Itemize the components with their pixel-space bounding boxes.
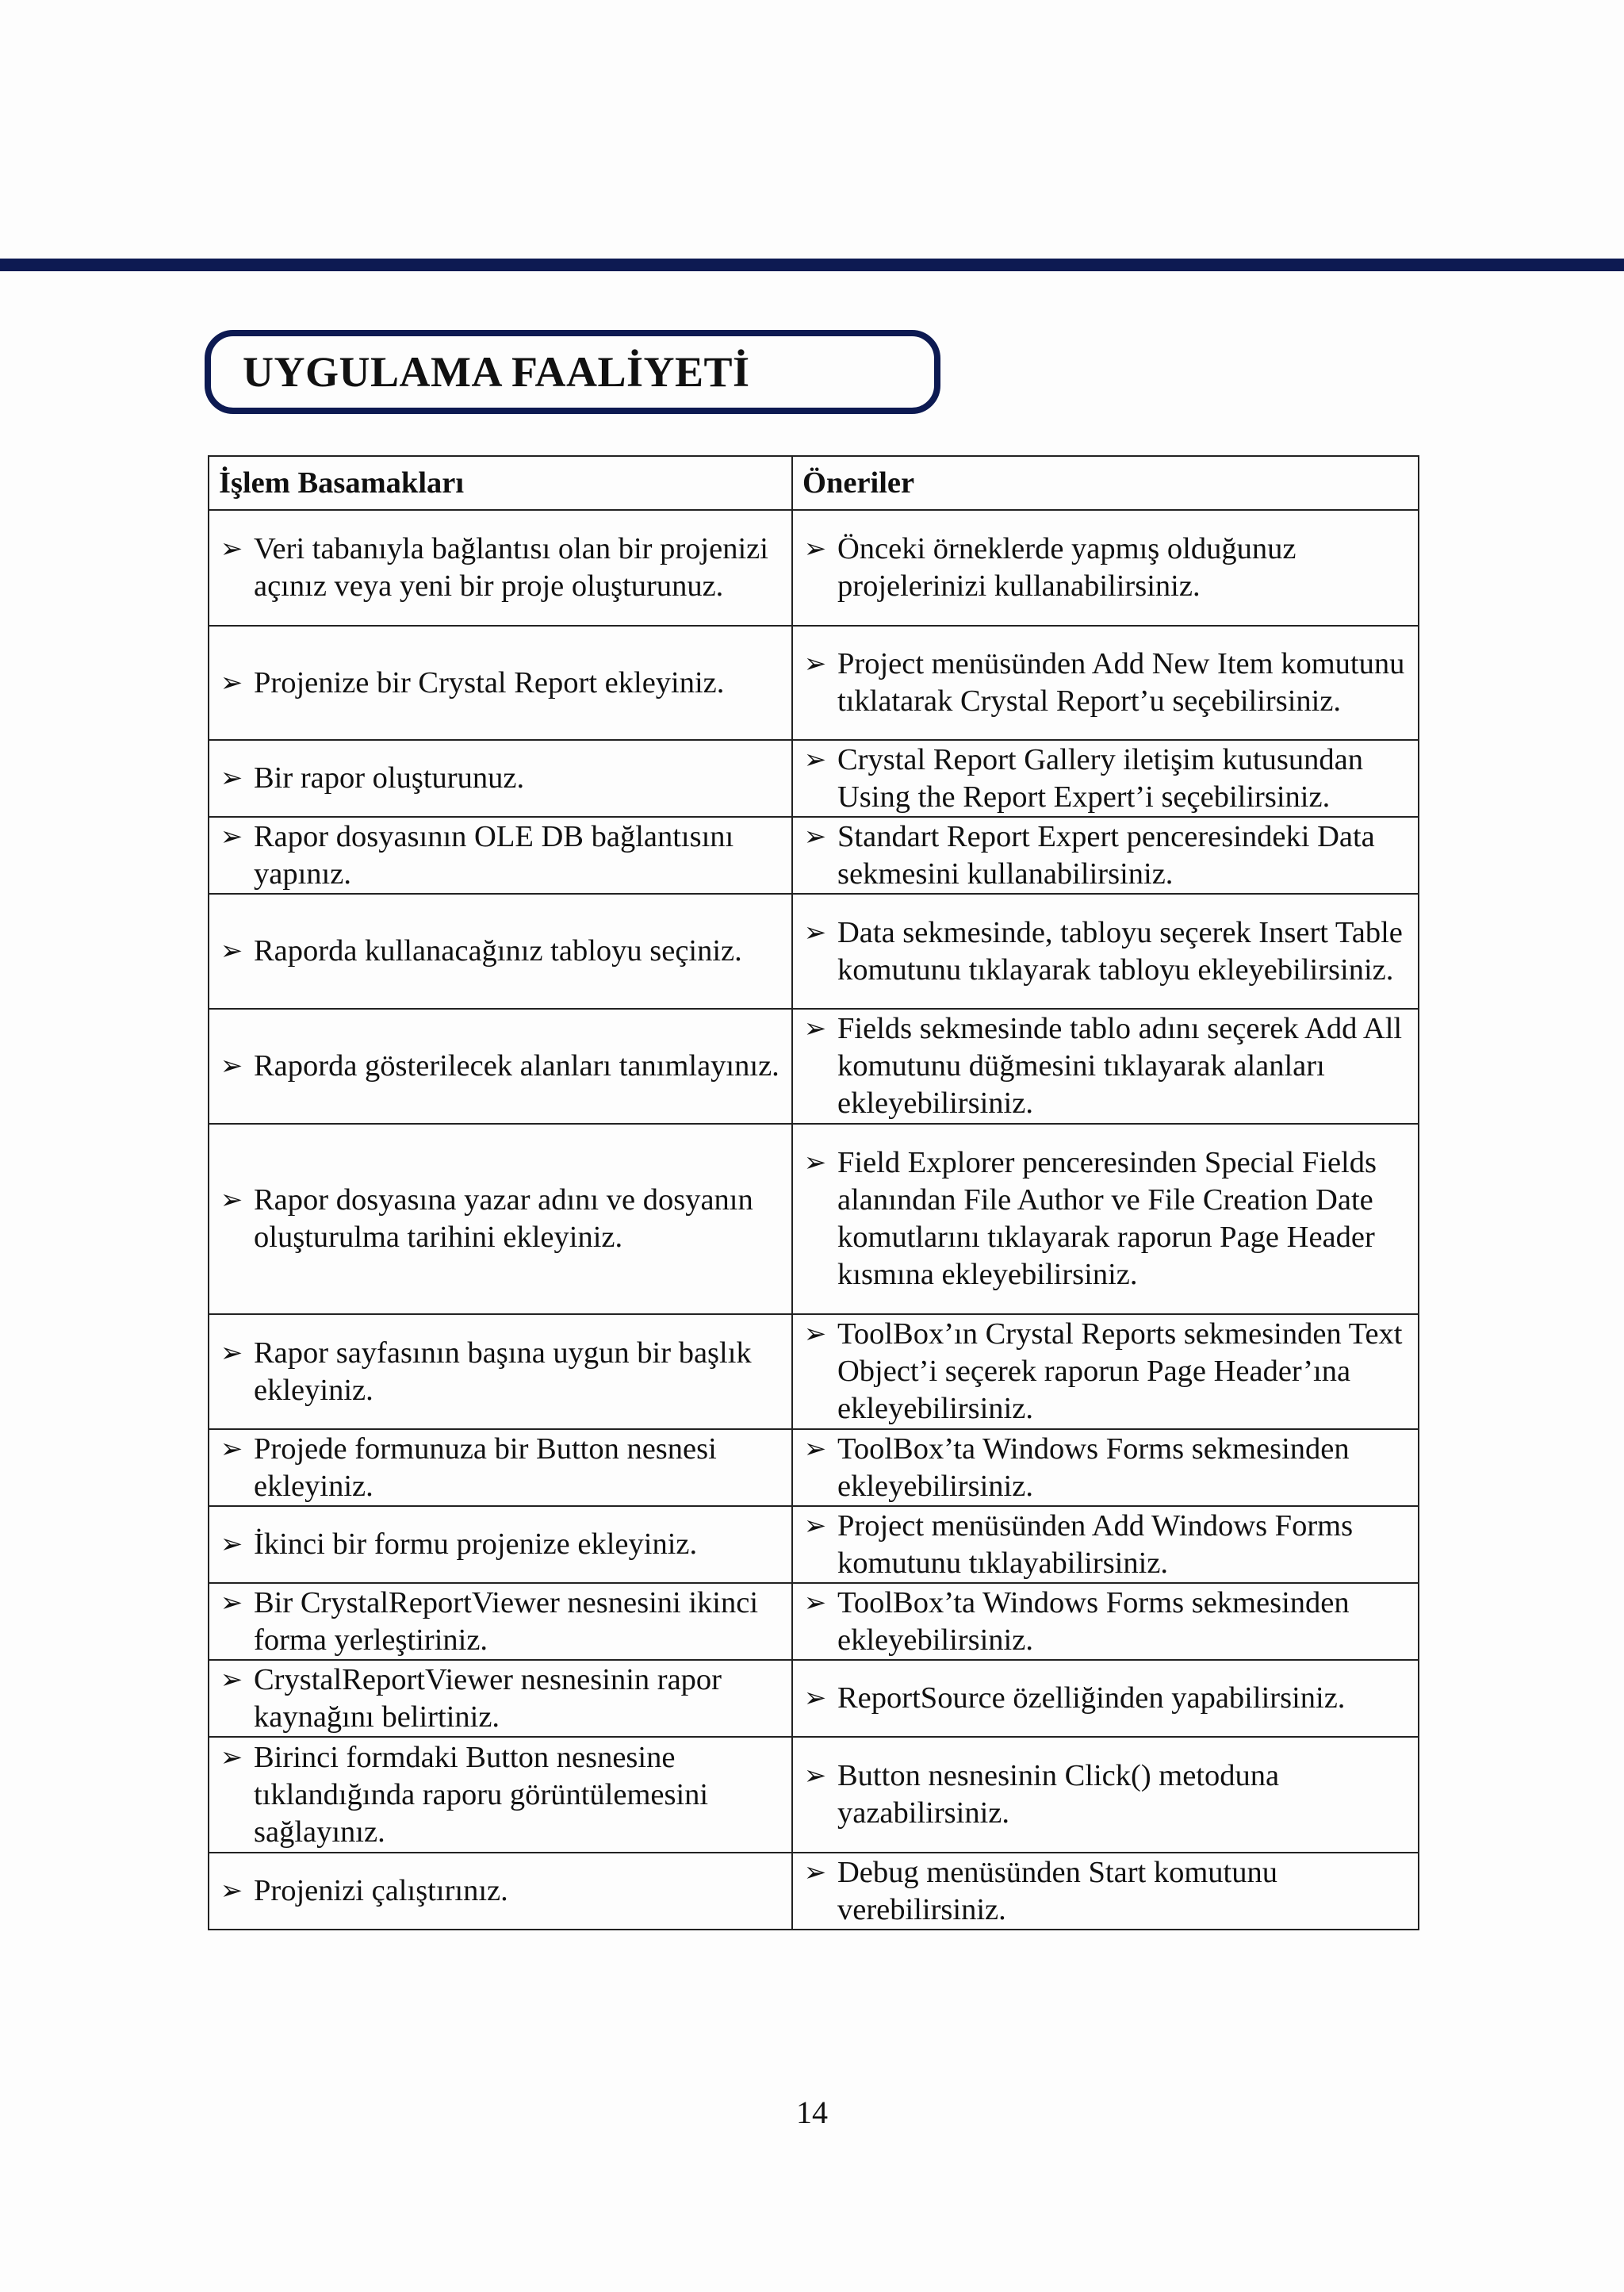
table-row [209,626,1419,740]
list-item [793,1508,1410,1582]
table-row [209,1853,1419,1930]
list-item [209,760,783,797]
step-text: Projede formunuza bir Button nesnesi ekleyiniz. [254,1432,717,1503]
arrow-bullet-icon: ➢ [220,935,243,967]
tip-text: Field Explorer penceresinden Special Fields alanından File Author ve File Creation Date komutlarını tıklayarak raporun Page Header kısmına ekleyebilirsiniz. [837,1146,1377,1291]
list-item [793,1585,1410,1659]
tip-text: Fields sekmesinde tablo adını seçerek Add All komutunu düğmesini tıklayarak alanları ekleyebilirsiniz. [837,1012,1403,1120]
tip-text: Button nesnesinin Click() metoduna yazabilirsiniz. [837,1759,1280,1830]
table-row [209,1660,1419,1737]
tip-text: ToolBox’ın Crystal Reports sekmesinden Text Object’i seçerek raporun Page Header’ına ekleyebilirsiniz. [837,1317,1403,1425]
tip-text: Project menüsünden Add New Item komutunu tıklatarak Crystal Report’u seçebilirsiniz. [837,647,1405,718]
step-cell [209,1429,792,1506]
step-text: Raporda kullanacağınız tabloyu seçiniz. [254,934,742,968]
arrow-bullet-icon: ➢ [220,1184,243,1216]
arrow-bullet-icon: ➢ [220,820,243,853]
list-item [793,531,1410,605]
list-item [209,1182,783,1256]
step-cell [209,740,792,817]
list-item [209,818,783,893]
arrow-bullet-icon: ➢ [220,1875,243,1907]
arrow-bullet-icon: ➢ [803,1509,827,1542]
step-cell [209,894,792,1009]
arrow-bullet-icon: ➢ [803,1432,827,1465]
arrow-bullet-icon: ➢ [220,1741,243,1773]
tip-cell [792,1853,1419,1930]
list-item [793,1144,1410,1294]
step-text: Birinci formdaki Button nesnesine tıklandığında raporu görüntülemesini sağlayınız. [254,1740,709,1849]
list-item [793,646,1410,720]
step-cell [209,1583,792,1660]
arrow-bullet-icon: ➢ [220,533,243,565]
list-item [793,1316,1410,1428]
tip-cell [792,1737,1419,1853]
list-item [209,1048,783,1085]
section-title-box [205,330,940,414]
step-cell [209,1737,792,1853]
tip-cell [792,1009,1419,1124]
table-row [209,1737,1419,1853]
table-row [209,1583,1419,1660]
list-item [793,1010,1410,1122]
arrow-bullet-icon: ➢ [220,666,243,699]
list-item [209,1872,783,1910]
table-row [209,817,1419,894]
step-cell [209,1124,792,1314]
list-item [209,1431,783,1505]
tip-cell [792,1314,1419,1429]
tip-text: Project menüsünden Add Windows Forms komutunu tıklayabilirsiniz. [837,1508,1354,1580]
table-header-row [209,456,1419,510]
step-text: Rapor dosyasına yazar adını ve dosyanın oluşturulma tarihini ekleyiniz. [254,1183,753,1254]
arrow-bullet-icon: ➢ [220,1432,243,1465]
table-row [209,894,1419,1009]
list-item [793,1431,1410,1505]
page-number: 14 [796,2095,828,2130]
list-item [793,914,1410,989]
table-row [209,1429,1419,1506]
step-text: Bir rapor oluşturunuz. [254,761,525,795]
step-text: Projenize bir Crystal Report ekleyiniz. [254,665,725,699]
list-item [209,665,783,702]
tip-cell [792,1506,1419,1583]
list-item [209,1585,783,1659]
step-text: Veri tabanıyla bağlantısı olan bir projenizi açınız veya yeni bir proje oluşturunuz. [254,532,768,603]
list-item [793,742,1410,816]
list-item [209,531,783,605]
table-row [209,740,1419,817]
header-rule [0,259,1624,271]
arrow-bullet-icon: ➢ [803,1760,827,1792]
tip-text: Crystal Report Gallery iletişim kutusundan Using the Report Expert’i seçebilirsiniz. [837,742,1363,814]
list-item [209,1335,783,1409]
tip-text: ToolBox’ta Windows Forms sekmesinden ekleyebilirsiniz. [837,1432,1350,1503]
step-cell [209,817,792,894]
list-item [209,1526,783,1563]
steps-table [208,455,1419,1930]
arrow-bullet-icon: ➢ [220,1663,243,1696]
step-cell [209,1009,792,1124]
arrow-bullet-icon: ➢ [220,1336,243,1369]
arrow-bullet-icon: ➢ [803,1013,827,1044]
tip-cell [792,740,1419,817]
tip-cell [792,894,1419,1009]
step-cell [209,626,792,740]
step-cell [209,510,792,626]
table-row [209,1009,1419,1124]
tip-cell [792,817,1419,894]
table-row [209,1124,1419,1314]
column-header-steps: İşlem Basamakları [209,456,792,510]
tip-cell [792,1429,1419,1506]
list-item [209,1662,783,1736]
step-text: Rapor sayfasının başına uygun bir başlık ekleyiniz. [254,1336,752,1407]
step-text: Projenizi çalıştırınız. [254,1874,508,1907]
arrow-bullet-icon: ➢ [803,1147,827,1179]
column-header-tips: Öneriler [792,456,1419,510]
step-text: İkinci bir formu projenize ekleyiniz. [254,1527,698,1561]
arrow-bullet-icon: ➢ [803,648,827,680]
tip-text: Data sekmesinde, tabloyu seçerek Insert Table komutunu tıklayarak tabloyu ekleyebilirsiniz. [837,915,1403,987]
step-text: Rapor dosyasının OLE DB bağlantısını yapınız. [254,819,734,891]
tip-cell [792,1660,1419,1737]
list-item [793,818,1410,893]
step-text: Bir CrystalReportViewer nesnesini ikinci forma yerleştiriniz. [254,1585,759,1657]
step-cell [209,1314,792,1429]
list-item [793,1757,1410,1832]
section-title: UYGULAMA FAALİYETİ [243,348,750,396]
tip-text: Standart Report Expert penceresindeki Data sekmesini kullanabilirsiniz. [837,819,1375,891]
arrow-bullet-icon: ➢ [803,533,827,565]
table-row [209,1506,1419,1583]
arrow-bullet-icon: ➢ [803,916,827,949]
arrow-bullet-icon: ➢ [803,1682,827,1714]
tip-cell [792,1124,1419,1314]
list-item [209,933,783,970]
arrow-bullet-icon: ➢ [803,743,827,776]
arrow-bullet-icon: ➢ [803,1586,827,1619]
tip-text: Önceki örneklerde yapmış olduğunuz projelerinizi kullanabilirsiniz. [837,532,1297,603]
arrow-bullet-icon: ➢ [803,1318,827,1350]
tip-text: ReportSource özelliğinden yapabilirsiniz. [837,1681,1346,1715]
list-item [793,1854,1410,1929]
arrow-bullet-icon: ➢ [803,820,827,853]
list-item [793,1680,1410,1717]
tip-cell [792,1583,1419,1660]
arrow-bullet-icon: ➢ [220,1586,243,1619]
list-item [209,1739,783,1851]
step-cell [209,1506,792,1583]
table-row [209,1314,1419,1429]
step-text: Raporda gösterilecek alanları tanımlayınız. [254,1049,779,1083]
arrow-bullet-icon: ➢ [803,1856,827,1888]
arrow-bullet-icon: ➢ [220,1050,243,1082]
tip-text: Debug menüsünden Start komutunu verebilirsiniz. [837,1855,1277,1926]
tip-text: ToolBox’ta Windows Forms sekmesinden ekleyebilirsiniz. [837,1585,1350,1657]
step-cell [209,1853,792,1930]
table-row [209,510,1419,626]
arrow-bullet-icon: ➢ [220,762,243,794]
arrow-bullet-icon: ➢ [220,1528,243,1560]
tip-cell [792,510,1419,626]
step-text: CrystalReportViewer nesnesinin rapor kaynağını belirtiniz. [254,1662,722,1734]
step-cell [209,1660,792,1737]
tip-cell [792,626,1419,740]
